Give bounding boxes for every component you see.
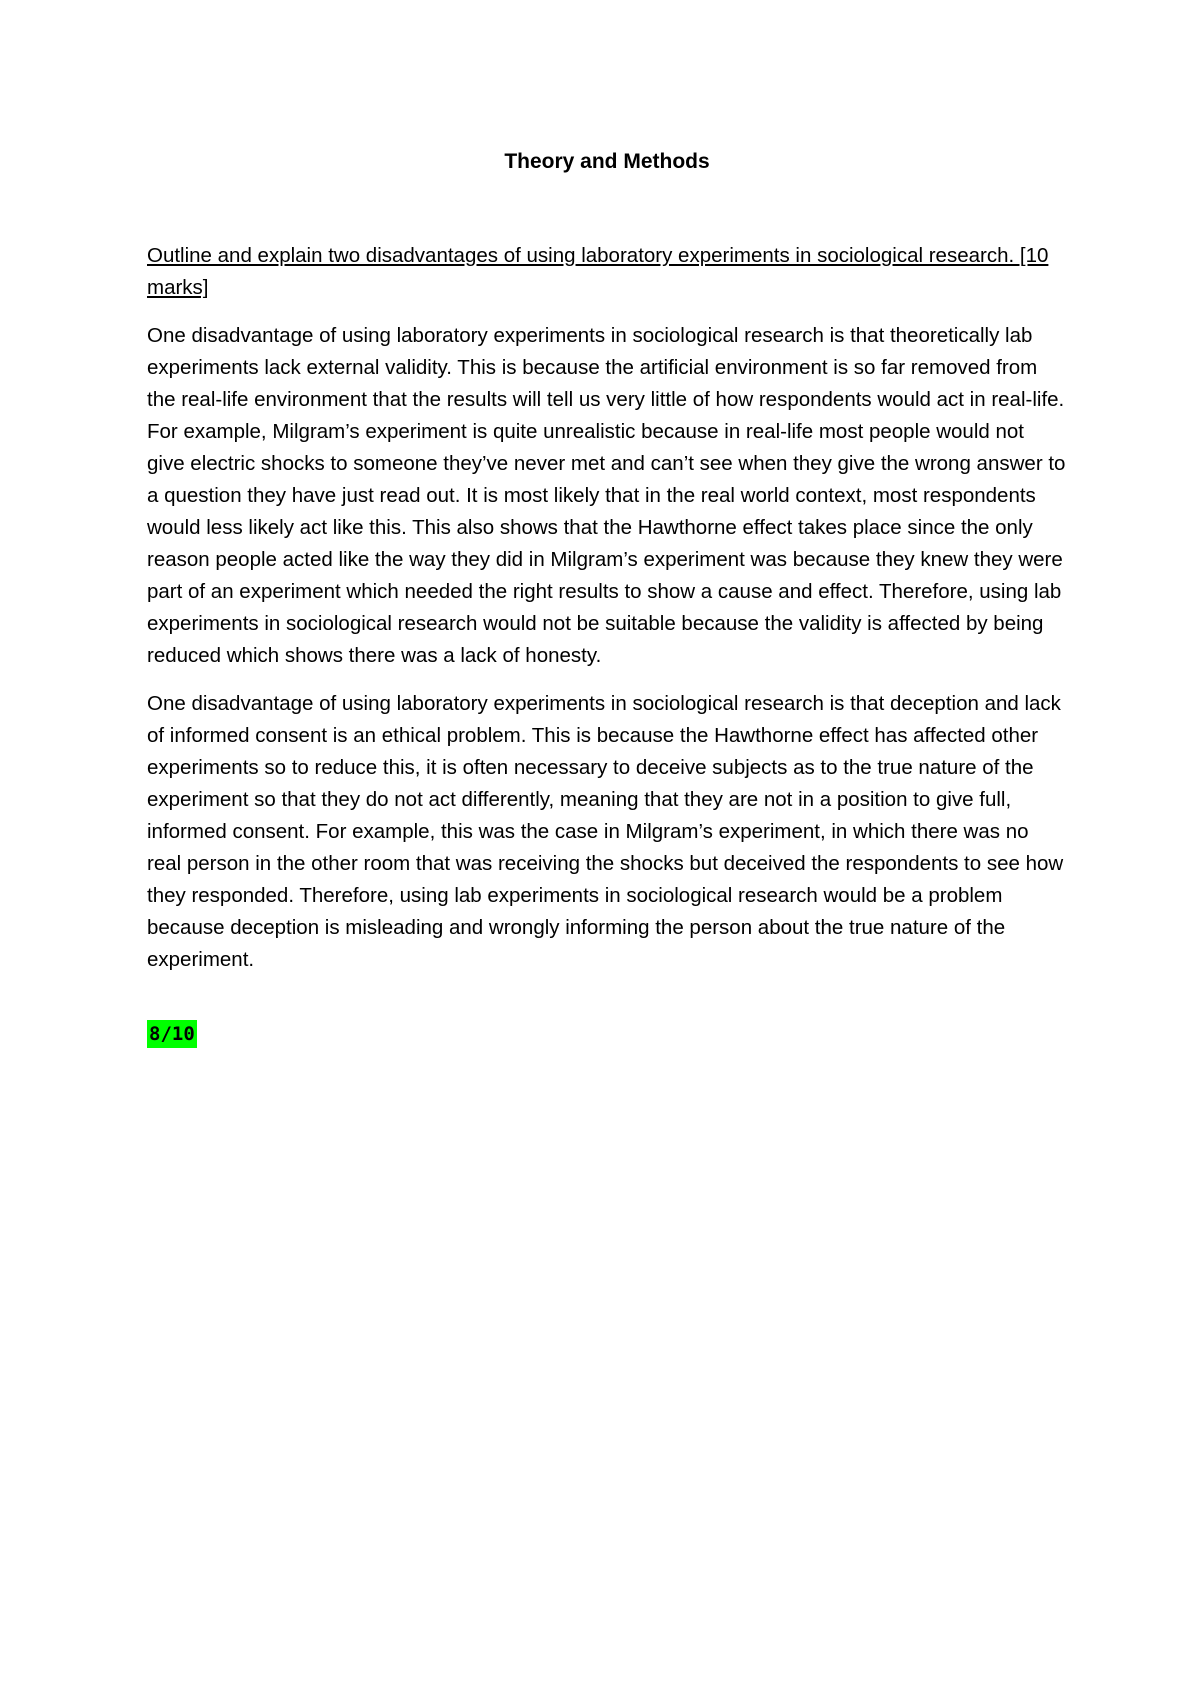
score-badge: 8/10 — [147, 1020, 197, 1048]
score-container — [147, 1020, 1067, 1048]
page-title: Theory and Methods — [504, 150, 710, 173]
document-body — [147, 146, 1067, 1048]
question-heading: Outline and explain two disadvantages of using laboratory experiments in sociological research. [10 marks] — [147, 244, 1049, 299]
answer-paragraph-1: One disadvantage of using laboratory experiments in sociological research is that theoretically lab experiments lack external validity. This is because the artificial environment is so far removed from the real-life environment that the results will tell us very little of how respondents would act in real-life. For example, Milgram’s experiment is quite unrealistic because in real-life most people would not give electric shocks to someone they’ve never met and can’t see when they give the wrong answer to a question they have just read out. It is most likely that in the real world context, most respondents would less likely act like this. This also shows that the Hawthorne effect takes place since the only reason people acted like the way they did in Milgram’s experiment was because they knew they were part of an experiment which needed the right results to show a cause and effect. Therefore, using lab experiments in sociological research would not be suitable because the validity is affected by being reduced which shows there was a lack of honesty. — [147, 324, 1066, 667]
answer-paragraph-2: One disadvantage of using laboratory experiments in sociological research is that deception and lack of informed consent is an ethical problem. This is because the Hawthorne effect has affected other experiments so to reduce this, it is often necessary to deceive subjects as to the true nature of the experiment so that they do not act differently, meaning that they are not in a position to give full, informed consent. For example, this was the case in Milgram’s experiment, in which there was no real person in the other room that was receiving the shocks but deceived the respondents to see how they responded. Therefore, using lab experiments in sociological research would be a problem because deception is misleading and wrongly informing the person about the true nature of the experiment. — [147, 692, 1064, 971]
